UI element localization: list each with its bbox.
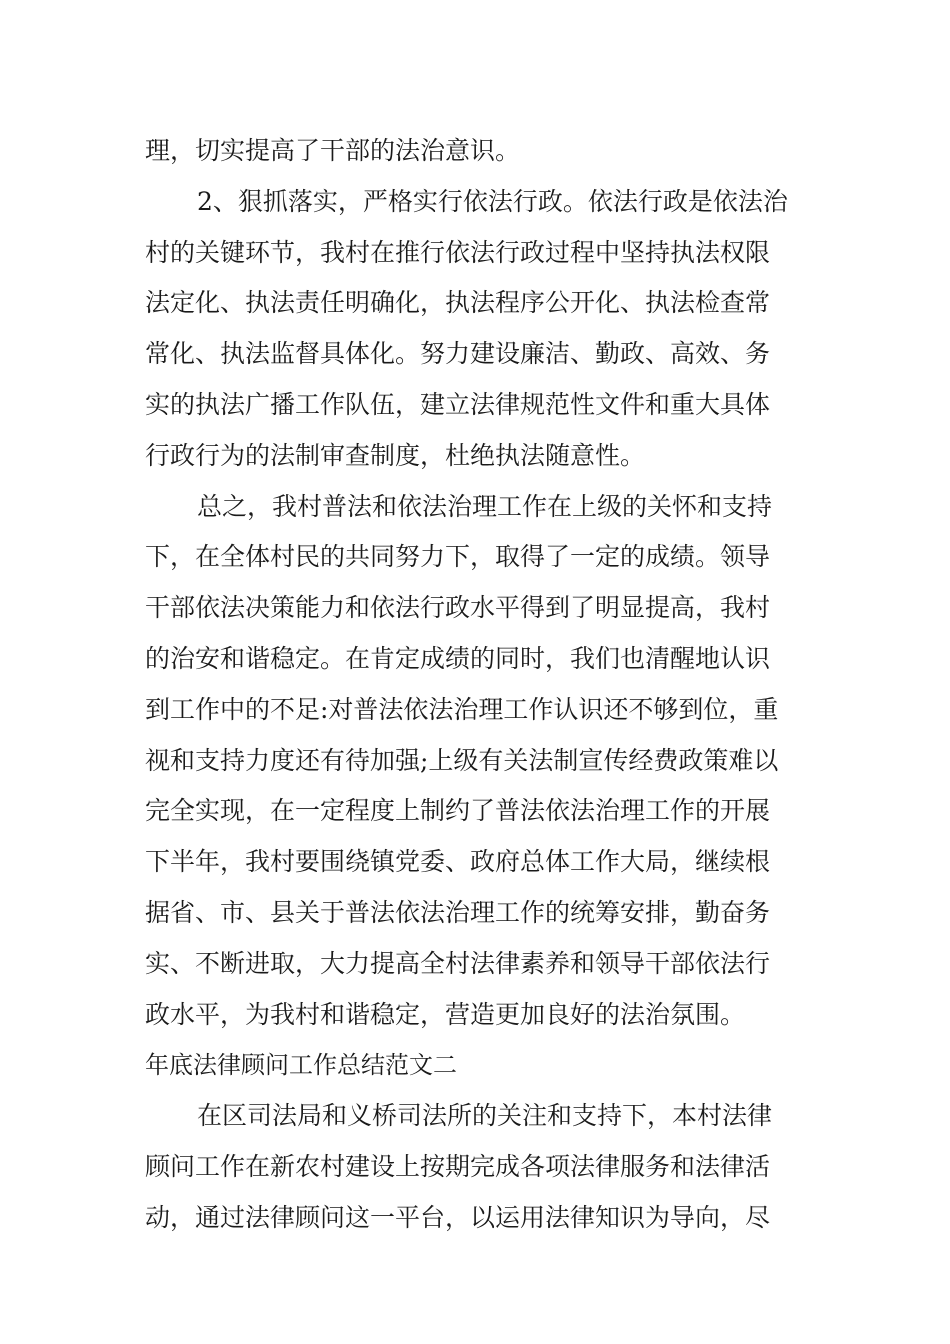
paragraph-line: 在区司法局和义桥司法所的关注和支持下，本村法律 — [197, 1101, 773, 1131]
paragraph-line: 顾问工作在新农村建设上按期完成各项法律服务和法律活 — [145, 1151, 771, 1181]
paragraph-line: 视和支持力度还有待加强;上级有关法制宣传经费政策难以 — [145, 745, 779, 775]
document-body — [145, 126, 810, 1244]
paragraph-line: 下，在全体村民的共同努力下，取得了一定的成绩。领导 — [145, 542, 771, 572]
paragraph-line: 到工作中的不足:对普法依法治理工作认识还不够到位，重 — [145, 694, 779, 724]
paragraph-line: 据省、市、县关于普法依法治理工作的统筹安排，勤奋务 — [145, 897, 771, 927]
paragraph-line: 法定化、执法责任明确化，执法程序公开化、执法检查常 — [145, 288, 771, 318]
paragraph-line: 理，切实提高了干部的法治意识。 — [145, 136, 521, 165]
paragraph-line: 完全实现，在一定程度上制约了普法依法治理工作的开展 — [145, 796, 771, 826]
section-heading: 年底法律顾问工作总结范文二 — [145, 1051, 457, 1080]
paragraph-line: 干部依法决策能力和依法行政水平得到了明显提高，我村 — [145, 593, 771, 623]
paragraph-line: 常化、执法监督具体化。努力建设廉洁、勤政、高效、务 — [145, 339, 771, 369]
paragraph-line: 总之，我村普法和依法治理工作在上级的关怀和支持 — [197, 491, 773, 521]
paragraph-line: 动，通过法律顾问这一平台，以运用法律知识为导向，尽 — [145, 1202, 771, 1232]
paragraph-line: 政水平，为我村和谐稳定，营造更加良好的法治氛围。 — [145, 999, 746, 1029]
paragraph-line: 实、不断进取，大力提高全村法律素养和领导干部依法行 — [145, 948, 771, 978]
paragraph-line: 下半年，我村要围绕镇党委、政府总体工作大局，继续根 — [145, 847, 771, 877]
paragraph-line: 2、狠抓落实，严格实行依法行政。依法行政是依法治 — [197, 186, 788, 216]
paragraph-line: 的治安和谐稳定。在肯定成绩的同时，我们也清醒地认识 — [145, 643, 771, 673]
paragraph-line: 行政行为的法制审查制度，杜绝执法随意性。 — [145, 440, 646, 470]
paragraph-line: 村的关键环节，我村在推行依法行政过程中坚持执法权限 — [145, 237, 771, 267]
paragraph-line: 实的执法广播工作队伍，建立法律规范性文件和重大具体 — [145, 389, 771, 419]
